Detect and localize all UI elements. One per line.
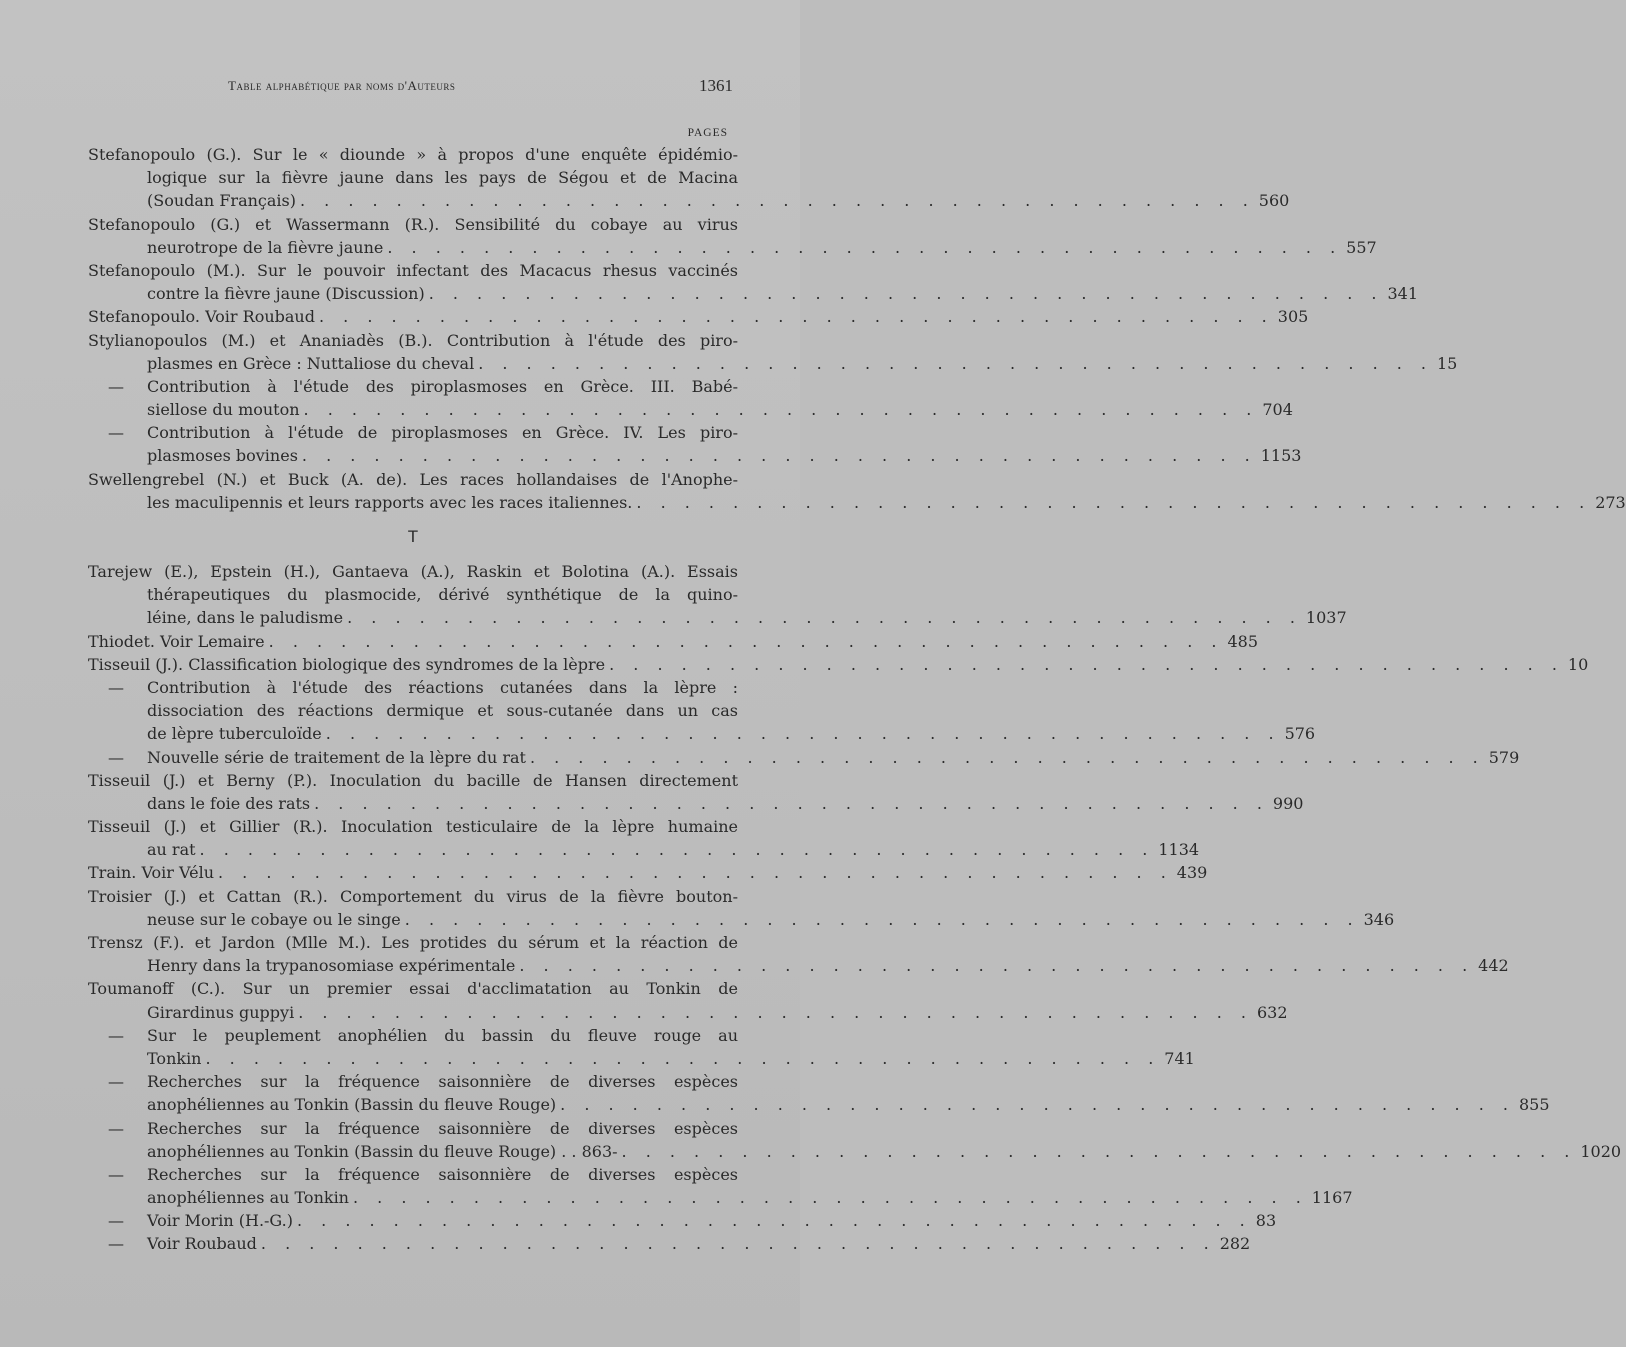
dot-leader: . . . . . . . . . . . . . . . . . . . . . . . . . . . . . . . . . . . . . . . .: [218, 863, 1173, 883]
entry-text: contre la fièvre jaune (Discussion): [147, 284, 425, 304]
entry-text: dans le foie des rats: [147, 793, 311, 813]
entry-last-line: [88, 722, 1316, 745]
entry-last-line: [88, 444, 1302, 467]
running-head-title: Table alphabétique par noms d'Auteurs: [228, 78, 456, 93]
entry-line: Tisseuil (J.) et Gillier (R.). Inoculation testiculaire de la lèpre humaine: [88, 817, 738, 837]
index-entry: [88, 1163, 1353, 1209]
entry-text: neuse sur le cobaye ou le singe: [147, 909, 401, 929]
continuation-dash: —: [108, 747, 124, 767]
dot-leader: . . . . . . . . . . . . . . . . . . . . . . . . . . . . . . . . . . . . . . . .: [318, 307, 1274, 327]
section-letter: T: [407, 527, 419, 546]
entry-page: 990: [1272, 793, 1304, 813]
entry-line: Recherches sur la fréquence saisonnière de diverses espèces: [147, 1118, 738, 1138]
entry-last-line: [88, 189, 1290, 212]
entries-s-group: [88, 143, 1626, 514]
author-index: [88, 143, 1626, 1256]
entry-line: Stefanopoulo (M.). Sur le pouvoir infectant des Macacus rhesus vaccinés: [88, 260, 738, 280]
index-entry: [88, 560, 1347, 630]
entry-text: Tonkin: [147, 1048, 202, 1068]
entry-page: 439: [1176, 863, 1208, 883]
entries-t-group: [88, 560, 1622, 1256]
index-entry: [88, 421, 1302, 467]
continuation-dash: —: [108, 1118, 124, 1138]
entry-last-line: [88, 1047, 1195, 1070]
entry-line: Trensz (F.). et Jardon (Mlle M.). Les protides du sérum et la réaction de: [88, 933, 738, 952]
entry-last-line: [88, 282, 1419, 305]
dot-leader: . . . . . . . . . . . . . . . . . . . . . . . . . . . . . . . . . . . . . . . .: [298, 1002, 1253, 1022]
entry-text: anophéliennes au Tonkin: [147, 1188, 349, 1208]
entry-last-line: [88, 630, 1258, 653]
entry-last-line: [88, 954, 1509, 977]
dot-leader: . . . . . . . . . . . . . . . . . . . . . . . . . . . . . . . . . . . . . . . .: [387, 237, 1343, 257]
entry-page: 1020: [1580, 1141, 1622, 1161]
entry-text: neurotrope de la fièvre jaune: [147, 237, 384, 257]
entry-line: Stylianopoulos (M.) et Ananiadès (B.). Contribution à l'étude des piro-: [88, 330, 738, 350]
dot-leader: . . . . . . . . . . . . . . . . . . . . . . . . . . . . . . . . . . . . . . . .: [636, 492, 1592, 512]
dot-leader: . . . . . . . . . . . . . . . . . . . . . . . . . . . . . . . . . . . . . . . .: [205, 1048, 1161, 1068]
index-entry: [88, 1024, 1195, 1070]
entry-line: Troisier (J.) et Cattan (R.). Comportement du virus de la fièvre bouton-: [88, 886, 738, 906]
entry-text: de lèpre tuberculoïde: [147, 724, 322, 744]
dot-leader: . . . . . . . . . . . . . . . . . . . . . . . . . . . . . . . . . . . . . . . .: [621, 1141, 1577, 1161]
entry-line: Swellengrebel (N.) et Buck (A. de). Les races hollandaises de l'Anophe-: [88, 469, 738, 489]
entry-text: Thiodet. Voir Lemaire: [88, 631, 265, 651]
entry-text: les maculipennis et leurs rapports avec les races italiennes.: [147, 492, 633, 512]
entry-line: Toumanoff (C.). Sur un premier essai d'acclimatation au Tonkin de: [88, 979, 738, 999]
dot-leader: . . . . . . . . . . . . . . . . . . . . . . . . . . . . . . . . . . . . . . . .: [299, 191, 1255, 211]
index-entry: [88, 653, 1589, 676]
entry-text: Henry dans la trypanosomiase expérimentale: [147, 956, 516, 976]
dot-leader: . . . . . . . . . . . . . . . . . . . . . . . . . . . . . . . . . . . . . . . .: [268, 631, 1224, 651]
entry-page: 83: [1255, 1211, 1277, 1231]
dot-leader: . . . . . . . . . . . . . . . . . . . . . . . . . . . . . . . . . . . . . . . .: [529, 747, 1485, 767]
entry-page: 485: [1227, 631, 1258, 651]
entry-line: Stefanopoulo (G.) et Wassermann (R.). Sensibilité du cobaye au virus: [88, 214, 738, 234]
index-entry: [88, 1209, 1277, 1232]
entry-text: Tisseuil (J.). Classification biologique des syndromes de la lèpre: [88, 654, 606, 674]
running-head: [0, 78, 800, 100]
entry-text: Voir Morin (H.-G.): [147, 1211, 293, 1231]
index-entry: [88, 676, 1316, 746]
entry-text: au rat: [147, 840, 196, 860]
entry-last-line: [88, 1186, 1353, 1209]
entry-page: 1037: [1305, 608, 1347, 628]
continuation-dash: —: [108, 376, 124, 396]
entry-last-line: [88, 236, 1377, 259]
entry-page: 579: [1488, 747, 1520, 767]
dot-leader: . . . . . . . . . . . . . . . . . . . . . . . . . . . . . . . . . . . . . . . .: [260, 1234, 1216, 1254]
continuation-dash: —: [108, 677, 124, 697]
continuation-dash: —: [108, 1211, 124, 1231]
entry-line: dissociation des réactions dermique et sous-cutanée dans un cas: [147, 701, 738, 721]
dot-leader: . . . . . . . . . . . . . . . . . . . . . . . . . . . . . . . . . . . . . . . .: [519, 956, 1475, 976]
index-entry: [88, 931, 1509, 977]
entry-page: 273: [1595, 492, 1626, 512]
dot-leader: . . . . . . . . . . . . . . . . . . . . . . . . . . . . . . . . . . . . . . . .: [314, 793, 1269, 813]
page-number: 1361: [699, 76, 733, 95]
index-entry: [88, 746, 1520, 769]
continuation-dash: —: [108, 1072, 124, 1092]
entry-last-line: [88, 1001, 1288, 1024]
entry-line: Tisseuil (J.) et Berny (P.). Inoculation du bacille de Hansen directement: [88, 770, 738, 790]
index-entry: [88, 259, 1419, 305]
index-entry: [88, 213, 1377, 259]
entry-last-line: [88, 1209, 1277, 1232]
entry-page: 632: [1256, 1002, 1288, 1022]
entry-line: Contribution à l'étude des piroplasmoses en Grèce. III. Babé-: [147, 376, 738, 396]
entry-last-line: [88, 746, 1520, 769]
entry-page: 560: [1258, 191, 1290, 211]
continuation-dash: —: [108, 1234, 124, 1254]
entry-page: 1153: [1260, 446, 1302, 466]
entry-line: Stefanopoulo (G.). Sur le « diounde » à propos d'une enquête épidémio-: [88, 145, 738, 164]
entry-line: Contribution à l'étude de piroplasmoses en Grèce. IV. Les piro-: [147, 423, 738, 443]
entry-last-line: [88, 606, 1347, 629]
entry-last-line: [88, 908, 1395, 931]
entry-text: Voir Roubaud: [147, 1234, 257, 1254]
index-entry: [88, 1070, 1550, 1116]
entry-last-line: [88, 792, 1304, 815]
entry-text: Stefanopoulo. Voir Roubaud: [88, 307, 315, 327]
index-entry: [88, 630, 1258, 653]
entry-text: anophéliennes au Tonkin (Bassin du fleuve Rouge) . . 863-: [147, 1141, 618, 1161]
entry-page: 1134: [1158, 840, 1200, 860]
entry-text: Girardinus guppyi: [147, 1002, 295, 1022]
entry-last-line: [88, 1232, 1251, 1255]
entry-text: léine, dans le paludisme: [147, 608, 344, 628]
entry-page: 442: [1478, 956, 1509, 976]
index-entry: [88, 143, 1290, 213]
dot-leader: . . . . . . . . . . . . . . . . . . . . . . . . . . . . . . . . . . . . . . . .: [296, 1211, 1252, 1231]
entry-text: Train. Voir Vélu: [88, 863, 214, 883]
index-entry: [88, 769, 1304, 815]
dot-leader: . . . . . . . . . . . . . . . . . . . . . . . . . . . . . . . . . . . . . . . .: [404, 909, 1360, 929]
entry-line: Recherches sur la fréquence saisonnière de diverses espèces: [147, 1164, 738, 1184]
entry-last-line: [88, 491, 1626, 514]
entry-page: 15: [1437, 353, 1458, 373]
entry-line: logique sur la fièvre jaune dans les pays de Ségou et de Macina: [147, 168, 738, 188]
dot-leader: . . . . . . . . . . . . . . . . . . . . . . . . . . . . . . . . . . . . . . . .: [199, 840, 1155, 860]
dot-leader: . . . . . . . . . . . . . . . . . . . . . . . . . . . . . . . . . . . . . . . .: [560, 1095, 1515, 1115]
entry-last-line: [88, 352, 1458, 375]
entry-last-line: [88, 398, 1293, 421]
dot-leader: . . . . . . . . . . . . . . . . . . . . . . . . . . . . . . . . . . . . . . . .: [352, 1188, 1308, 1208]
entry-page: 557: [1346, 237, 1377, 257]
entry-last-line: [88, 305, 1309, 328]
entry-page: 855: [1518, 1095, 1550, 1115]
dot-leader: . . . . . . . . . . . . . . . . . . . . . . . . . . . . . . . . . . . . . . . .: [428, 284, 1384, 304]
dot-leader: . . . . . . . . . . . . . . . . . . . . . . . . . . . . . . . . . . . . . . . .: [347, 608, 1302, 628]
entry-text: (Soudan Français): [147, 191, 296, 211]
entry-line: Tarejew (E.), Epstein (H.), Gantaeva (A.), Raskin et Bolotina (A.). Essais: [88, 562, 738, 581]
entry-line: Contribution à l'étude des réactions cutanées dans la lèpre :: [147, 677, 738, 697]
index-entry: [88, 885, 1395, 931]
index-entry: [88, 1117, 1622, 1163]
entry-text: anophéliennes au Tonkin (Bassin du fleuve Rouge): [147, 1095, 557, 1115]
dot-leader: . . . . . . . . . . . . . . . . . . . . . . . . . . . . . . . . . . . . . . . .: [303, 400, 1259, 420]
index-entry: [88, 468, 1626, 514]
dot-leader: . . . . . . . . . . . . . . . . . . . . . . . . . . . . . . . . . . . . . . . .: [609, 654, 1564, 674]
index-entry: [88, 1232, 1251, 1255]
index-entry: [88, 861, 1208, 884]
entry-page: 305: [1277, 307, 1309, 327]
entry-page: 346: [1363, 909, 1395, 929]
entry-line: thérapeutiques du plasmocide, dérivé synthétique de la quino-: [147, 585, 738, 605]
entry-last-line: [88, 1140, 1622, 1163]
index-entry: [88, 815, 1200, 861]
entry-line: Sur le peuplement anophélien du bassin du fleuve rouge au: [147, 1025, 738, 1045]
entry-page: 704: [1262, 400, 1293, 420]
continuation-dash: —: [108, 423, 124, 443]
entry-page: 341: [1387, 284, 1419, 304]
entry-text: plasmes en Grèce : Nuttaliose du cheval: [147, 353, 475, 373]
continuation-dash: —: [108, 1164, 124, 1184]
entry-text: siellose du mouton: [147, 400, 300, 420]
index-entry: [88, 329, 1458, 375]
index-entry: [88, 305, 1309, 328]
entry-page: 1167: [1311, 1188, 1353, 1208]
entry-page: 282: [1219, 1234, 1251, 1254]
dot-leader: . . . . . . . . . . . . . . . . . . . . . . . . . . . . . . . . . . . . . . . .: [325, 724, 1281, 744]
entry-page: 10: [1567, 654, 1589, 674]
entry-last-line: [88, 653, 1589, 676]
dot-leader: . . . . . . . . . . . . . . . . . . . . . . . . . . . . . . . . . . . . . . . .: [478, 353, 1433, 373]
entry-page: 741: [1164, 1048, 1195, 1068]
entry-line: Recherches sur la fréquence saisonnière de diverses espèces: [147, 1072, 738, 1092]
entry-page: 576: [1284, 724, 1316, 744]
index-entry: [88, 977, 1288, 1023]
entry-last-line: [88, 861, 1208, 884]
entry-last-line: [88, 1093, 1550, 1116]
entry-text: plasmoses bovines: [147, 446, 298, 466]
continuation-dash: —: [108, 1025, 124, 1045]
dot-leader: . . . . . . . . . . . . . . . . . . . . . . . . . . . . . . . . . . . . . . . .: [301, 446, 1257, 466]
index-entry: [88, 375, 1293, 421]
entry-last-line: [88, 838, 1200, 861]
pages-column-label: PAGES: [687, 127, 728, 139]
entry-text: Nouvelle série de traitement de la lèpre du rat: [147, 747, 526, 767]
